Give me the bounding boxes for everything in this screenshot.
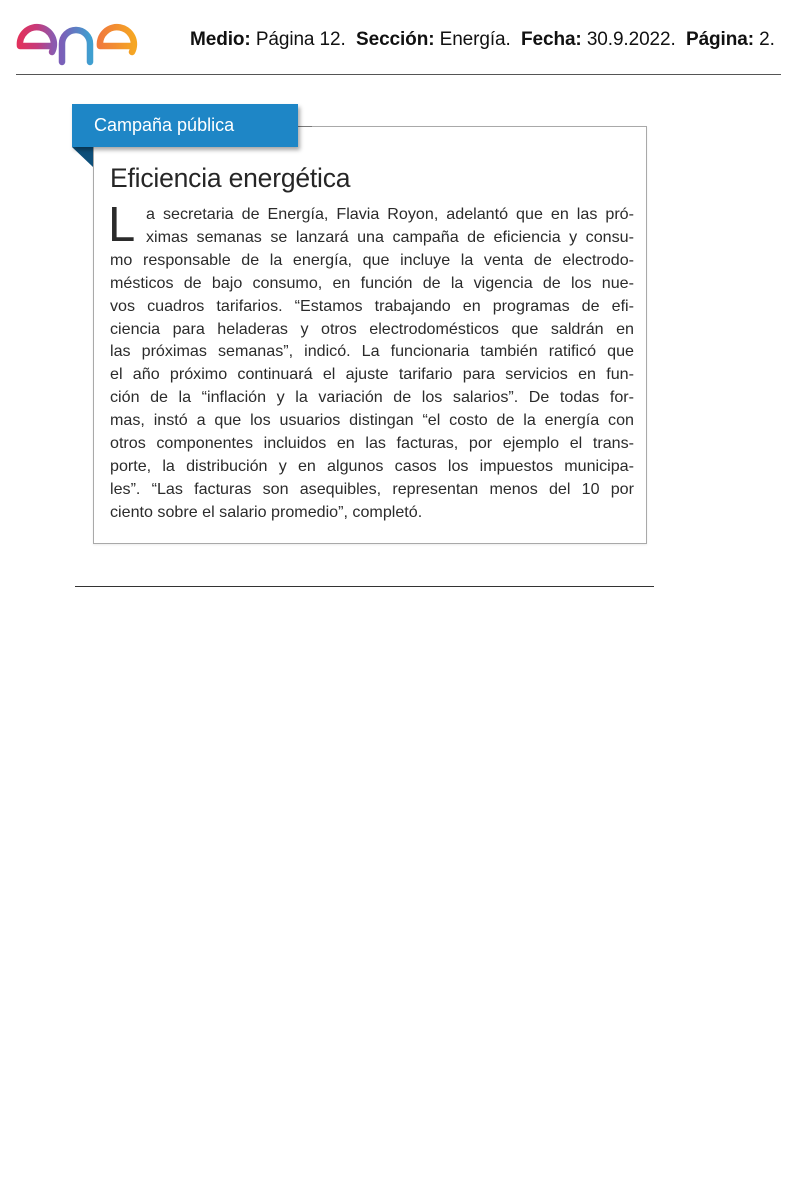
pagina-label: Página: [686, 29, 754, 50]
medio-value: Página 12. [255, 29, 346, 50]
section-tab-fold [72, 147, 93, 167]
article-line: ximas semanas se lanzará una campaña de eficiencia y consu- [146, 227, 634, 246]
drop-cap: L [108, 198, 136, 252]
article-line: a secretaria de Energía, Flavia Royon, adelantó que en las pró- [146, 205, 634, 223]
article-line: ciencia para heladeras y otros electrodomésticos que saldrán en [110, 319, 634, 338]
fecha-value: 30.9.2022. [586, 29, 676, 50]
article-headline: Eficiencia energética [110, 163, 351, 193]
article-line: ción de la “inflación y la variación de los salarios”. De todas for- [110, 388, 634, 407]
article-line: mas, instó a que los usuarios distingan “el costo de la energía con [110, 411, 634, 430]
medio-label: Medio: [190, 29, 251, 50]
article-line: les”. “Las facturas son asequibles, representan menos del 10 por [110, 479, 634, 498]
article-line: ciento sobre el salario promedio”, completó. [110, 502, 423, 521]
pagina-value: 2. [759, 29, 775, 50]
article-line: las próximas semanas”, indicó. La funcionaria también ratificó que [110, 342, 634, 361]
tab-connector-line [298, 126, 312, 127]
enel-logo [16, 8, 172, 68]
header-divider [16, 74, 781, 75]
article-line: vos cuadros tarifarios. “Estamos trabajando en programas de efi- [110, 296, 634, 315]
seccion-label: Sección: [356, 29, 435, 50]
fecha-label: Fecha: [521, 29, 582, 50]
section-tab: Campaña pública [72, 104, 298, 147]
article-line: otros componentes incluidos en las facturas, por ejemplo el trans- [110, 434, 634, 453]
footer-divider [75, 586, 654, 587]
article-body [108, 198, 634, 524]
article-line: porte, la distribución y en algunos casos los impuestos municipa- [110, 456, 634, 475]
seccion-value: Energía. [439, 29, 511, 50]
publication-meta [190, 29, 775, 51]
article-line: mésticos de bajo consumo, en función de la vigencia de los nue- [110, 273, 634, 292]
article-line: mo responsable de la energía, que incluye la venta de electrodo- [110, 250, 634, 269]
article-line: el año próximo continuará el ajuste tarifario para servicios en fun- [110, 365, 634, 384]
